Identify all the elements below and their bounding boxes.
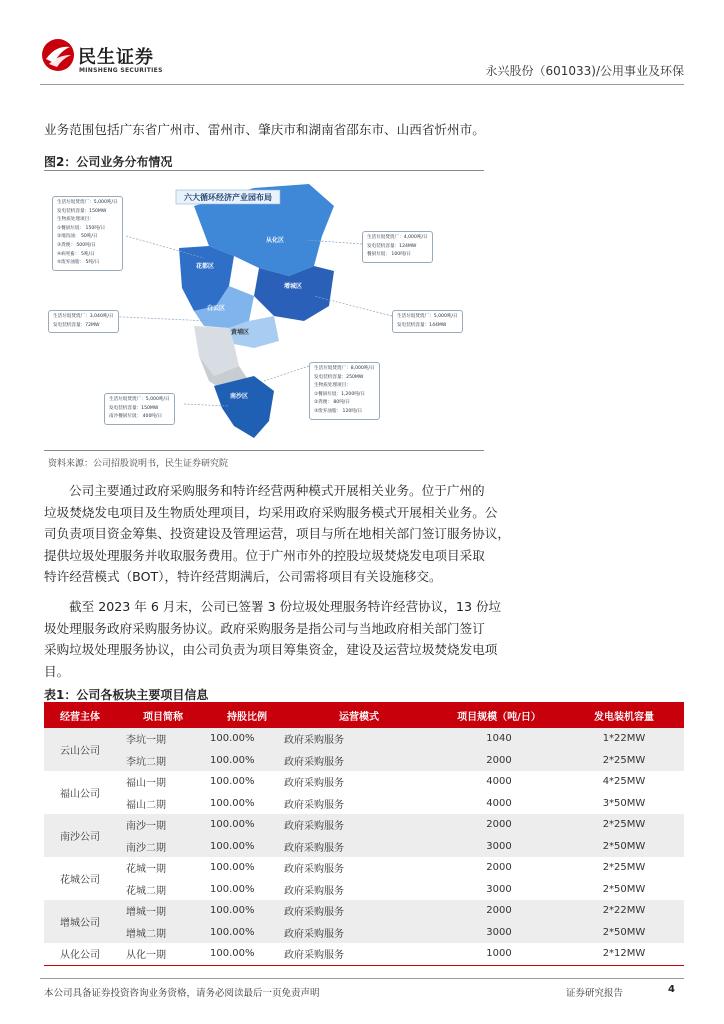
table-row [44, 771, 684, 793]
table-cell: 100.00% [210, 793, 284, 815]
table-row [44, 857, 684, 879]
table-cell: 100.00% [210, 943, 284, 965]
district-label: 花都区 [196, 263, 215, 270]
info-box-zengcheng: 生活垃圾焚烧厂：5,000吨/日 发电装机容量：144MW [392, 310, 463, 333]
district-label: 增城区 [284, 283, 303, 290]
column-header: 发电装机容量 [564, 702, 684, 728]
table-cell: 政府采购服务 [284, 793, 434, 815]
table-cell: 政府采购服务 [284, 836, 434, 858]
table-row [44, 836, 684, 858]
logo-mark-icon [40, 37, 76, 73]
table-cell: 花城一期 [116, 857, 210, 879]
table-cell: 从化一期 [116, 943, 210, 965]
table-cell: 100.00% [210, 900, 284, 922]
table-row [44, 943, 684, 965]
table-cell: 2*22MW [564, 900, 684, 922]
column-header: 经营主体 [44, 702, 116, 728]
figure-source: 资料来源：公司招股说明书，民生证券研究院 [48, 459, 229, 469]
table-row [44, 900, 684, 922]
column-header: 项目简称 [116, 702, 210, 728]
table-cell: 1000 [434, 943, 564, 965]
paragraph-2: 截至 2023 年 6 月末，公司已签署 3 份垃圾处理服务特许经营协议，13 份垃 圾处理服务政府采购服务协议。政府采购服务是指公司与当地政府相关部门签订 采购垃圾处理服务协议，由公司负责为项目筹集资金，建设及运营垃圾焚烧发电项 目。 [44, 599, 502, 679]
table-cell: 李坑一期 [116, 728, 210, 750]
entity-cell: 福山公司 [44, 771, 116, 814]
table-cell: 3000 [434, 922, 564, 944]
business-distribution-map [44, 176, 484, 446]
table-cell: 政府采购服务 [284, 922, 434, 944]
table-cell: 2000 [434, 750, 564, 772]
figure-top-rule [44, 170, 484, 171]
district-label: 黄埔区 [231, 329, 250, 336]
entity-cell: 从化公司 [44, 943, 116, 965]
entity-cell: 花城公司 [44, 857, 116, 900]
company-logo [40, 37, 163, 77]
table-cell: 政府采购服务 [284, 879, 434, 901]
table-cell: 4000 [434, 793, 564, 815]
table-cell: 1040 [434, 728, 564, 750]
table-cell: 增城一期 [116, 900, 210, 922]
info-box-huangpu: 生活垃圾焚烧厂：8,000吨/日 发电装机容量：250MW 生物质处理项目： ①餐厨垃圾：1,200吨/日 ②粪便： 80吨/日 ③废弃油脂： 120吨/日 [309, 362, 380, 420]
table-cell: 2*25MW [564, 814, 684, 836]
info-box-conghua: 生活垃圾焚烧厂：4,000吨/日 发电装机容量：124MW 餐厨垃圾： 100吨/日 [362, 231, 433, 263]
district-label: 白云区 [207, 305, 226, 312]
footer-divider [40, 978, 684, 979]
paragraph-1: 公司主要通过政府采购服务和特许经营两种模式开展相关业务。位于广州的 垃圾焚烧发电项目及生物质处理项目，均采用政府采购服务模式开展相关业务。公 司负责项目资金筹集、投资建设及管理运营，项目与所在地相关部门签订服务协议， 提供垃圾处理服务并收取服务费用。位于广州市外的控股垃圾焚烧发电项目采取 特许经营模式（BOT），特许经营期满后，公司需将项目有关设施移交。 [44, 483, 510, 584]
page-number: 4 [668, 984, 675, 995]
table-cell: 100.00% [210, 750, 284, 772]
table-cell: 2*50MW [564, 836, 684, 858]
figure-title: 图2：公司业务分布情况 [44, 155, 173, 169]
column-header: 运营模式 [284, 702, 434, 728]
table-header-row [44, 702, 684, 728]
zengcheng-region [254, 266, 334, 321]
table-cell: 福山一期 [116, 771, 210, 793]
table-cell: 花城二期 [116, 879, 210, 901]
entity-cell: 云山公司 [44, 728, 116, 771]
table-cell: 政府采购服务 [284, 750, 434, 772]
nansha-region [214, 376, 274, 438]
info-box-baiyun: 生活垃圾焚烧厂：3,040吨/日 发电装机容量：72MW [48, 310, 119, 333]
table-title: 表1：公司各板块主要项目信息 [44, 688, 209, 702]
table-cell: 南沙二期 [116, 836, 210, 858]
table-cell: 3000 [434, 836, 564, 858]
table-row [44, 793, 684, 815]
entity-cell: 南沙公司 [44, 814, 116, 857]
logo-chinese-text: 民生证券 [78, 47, 154, 68]
table-cell: 2*50MW [564, 879, 684, 901]
table-cell: 3*50MW [564, 793, 684, 815]
table-cell: 100.00% [210, 857, 284, 879]
table-cell: 福山二期 [116, 793, 210, 815]
figure-bottom-rule [44, 450, 484, 451]
table-cell: 增城二期 [116, 922, 210, 944]
table-cell: 100.00% [210, 728, 284, 750]
table-cell: 2*12MW [564, 943, 684, 965]
district-label: 从化区 [266, 237, 285, 244]
table-cell: 政府采购服务 [284, 857, 434, 879]
table-cell: 1*22MW [564, 728, 684, 750]
table-cell: 政府采购服务 [284, 771, 434, 793]
info-box-nansha: 生活垃圾焚烧厂：5,000吨/日 发电装机容量：150MW 南沙餐厨垃圾： 400吨/日 [104, 393, 175, 425]
column-header: 项目规模（吨/日） [434, 702, 564, 728]
intro-line: 业务范围包括广东省广州市、雷州市、肇庆市和湖南省邵东市、山西省忻州市。 [44, 122, 485, 137]
table-row [44, 728, 684, 750]
district-label: 南沙区 [230, 393, 249, 400]
table-cell: 2000 [434, 857, 564, 879]
table-cell: 100.00% [210, 836, 284, 858]
table-cell: 2*25MW [564, 857, 684, 879]
entity-cell: 增城公司 [44, 900, 116, 943]
table-row [44, 750, 684, 772]
table-cell: 2000 [434, 814, 564, 836]
table-row [44, 879, 684, 901]
table-row [44, 814, 684, 836]
table-cell: 100.00% [210, 922, 284, 944]
table-cell: 100.00% [210, 879, 284, 901]
info-box-huadu: 生活垃圾焚烧厂：5,000吨/日 发电装机容量：150MW 生物质处理项目： ①餐厨垃圾： 150吨/日 ②地沟油： 50吨/日 ③粪便： 500吨/日 ④病死畜： 5吨/日 ⑤废弃油脂： 5吨/日 [52, 196, 123, 271]
map-title: 六大循环经济产业园布局 [184, 193, 272, 202]
table-cell: 政府采购服务 [284, 943, 434, 965]
footer-report-type: 证券研究报告 [566, 988, 624, 999]
table-cell: 100.00% [210, 814, 284, 836]
table-cell: 政府采购服务 [284, 814, 434, 836]
table-cell: 政府采购服务 [284, 728, 434, 750]
table-cell: 100.00% [210, 771, 284, 793]
column-header: 持股比例 [210, 702, 284, 728]
table-cell: 2*25MW [564, 750, 684, 772]
table-cell: 政府采购服务 [284, 900, 434, 922]
table-cell: 3000 [434, 879, 564, 901]
header-divider [40, 84, 684, 85]
table-cell: 李坑二期 [116, 750, 210, 772]
table-row [44, 922, 684, 944]
table-cell: 4000 [434, 771, 564, 793]
table-cell: 2000 [434, 900, 564, 922]
logo-english-text: MINSHENG SECURITIES [79, 67, 163, 74]
projects-table [44, 702, 684, 966]
report-subject: 永兴股份（601033)/公用事业及环保 [485, 64, 684, 78]
footer-disclaimer: 本公司具备证券投资咨询业务资格，请务必阅读最后一页免责声明 [44, 988, 320, 999]
table-cell: 4*25MW [564, 771, 684, 793]
table-cell: 南沙一期 [116, 814, 210, 836]
table-cell: 2*50MW [564, 922, 684, 944]
